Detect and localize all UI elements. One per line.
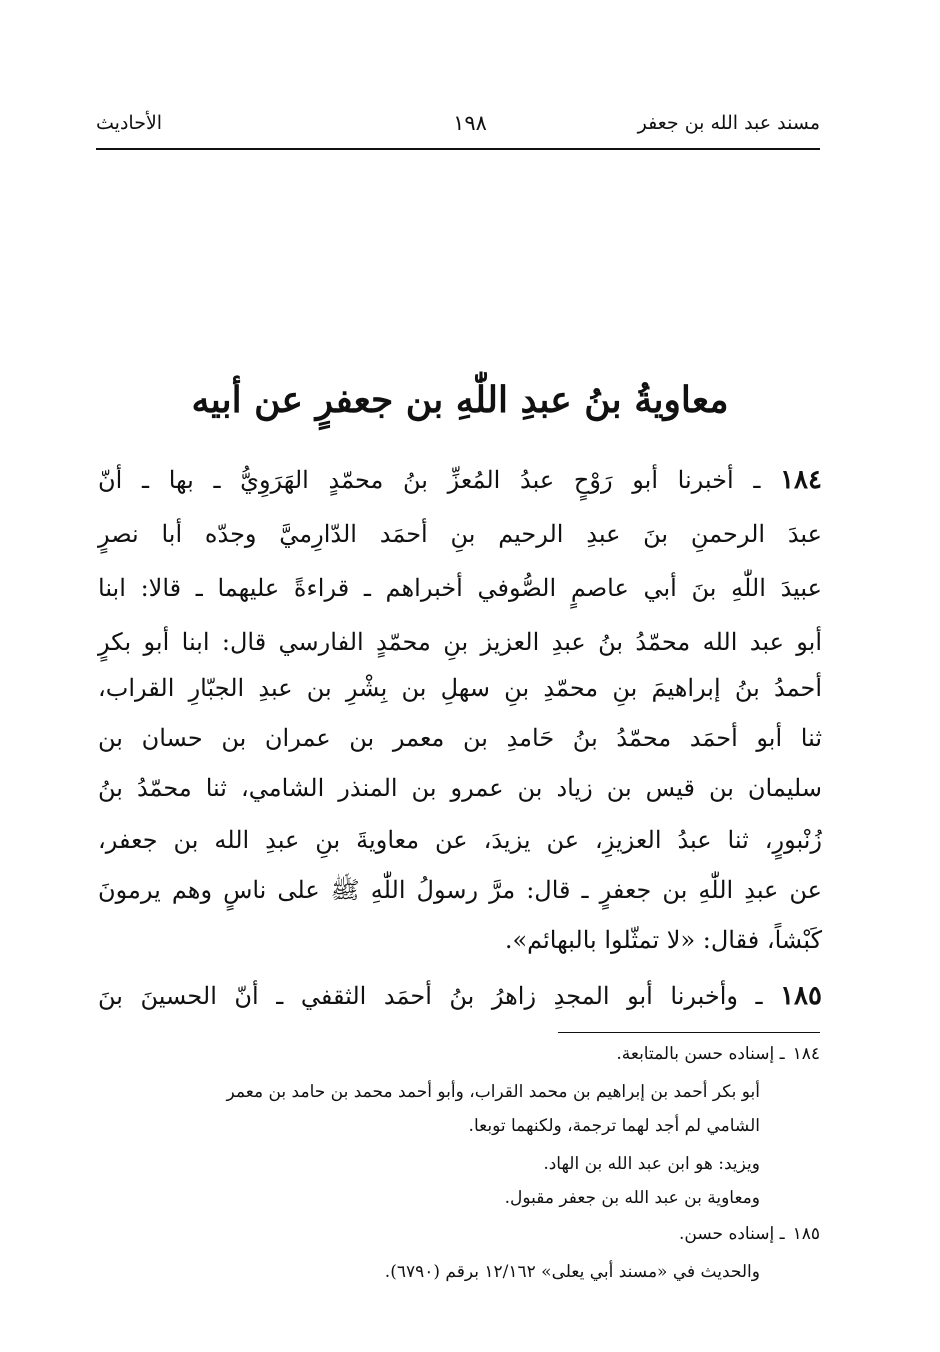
- footnote-line: ومعاوية بن عبد الله بن جعفر مقبول.: [504, 1188, 760, 1208]
- hadith-text: ـ أخبرنا أبو رَوْحٍ عبدُ المُعزِّ بنُ محمّدٍ الهَرَوِيُّ ـ بها ـ أنّ: [98, 466, 761, 494]
- hadith-184-line-9: عن عبدِ اللّٰهِ بن جعفرٍ ـ قال: مرَّ رسولُ اللّٰهِ ﷺ على ناسٍ وهم يرمونَ: [98, 876, 822, 904]
- footnote-184: [616, 1040, 820, 1068]
- hadith-184-line-4: أبو عبد الله محمّدُ بنُ عبدِ العزيز بنِ محمّدٍ الفارسي قال: ابنا أبو بكرٍ: [98, 628, 822, 656]
- footnote-number: ١٨٥: [792, 1224, 820, 1244]
- hadith-184-line-8: زُنْبورٍ، ثنا عبدُ العزيزِ، عن يزيدَ، عن معاويةَ بنِ عبدِ الله بن جعفر،: [98, 826, 822, 854]
- footnote-line: الشامي لم أجد لهما ترجمة، ولكنهما توبعا.: [468, 1116, 760, 1136]
- hadith-number-184: ١٨٤: [780, 465, 822, 495]
- footnote-divider: [558, 1032, 820, 1033]
- hadith-184-line-6: ثنا أبو أحمَد محمّدُ بنُ حَامدِ بن معمر بن عمران بن حسان بن: [98, 724, 822, 752]
- footnote-185: [679, 1220, 820, 1248]
- hadith-184-line-1: [98, 460, 822, 500]
- hadith-184-line-2: عبدَ الرحمنِ بنَ عبدِ الرحيم بنِ أحمَد الدّارِميَّ وجدّه أبا نصرٍ: [98, 520, 822, 548]
- hadith-number-185: ١٨٥: [780, 981, 822, 1011]
- chapter-title: معاويةُ بنُ عبدِ اللّٰهِ بن جعفرٍ عن أبيه: [191, 379, 729, 421]
- footnote-text: ـ إسناده حسن.: [679, 1224, 785, 1244]
- footnote-text: ـ إسناده حسن بالمتابعة.: [616, 1044, 785, 1064]
- hadith-184-line-7: سليمان بن قيس بن زياد بن عمرو بن المنذر الشامي، ثنا محمّدُ بنُ: [98, 774, 822, 802]
- hadith-185-line-1: [98, 976, 822, 1016]
- hadith-184-line-5: أحمدُ بنُ إبراهيمَ بنِ محمّدِ بنِ سهلِ بن بِشْرِ بن عبدِ الجبّارِ القراب،: [98, 674, 822, 702]
- footnote-line: ويزيد: هو ابن عبد الله بن الهاد.: [543, 1154, 760, 1174]
- hadith-184-line-3: عبيدَ اللّٰهِ بنَ أبي عاصمٍ الصُّوفي أخبراهم ـ قراءةً عليهما ـ قالا: ابنا: [98, 574, 822, 602]
- footnote-line: أبو بكر أحمد بن إبراهيم بن محمد القراب، وأبو أحمد محمد بن حامد بن معمر: [226, 1082, 760, 1102]
- running-header-book-title: مسند عبد الله بن جعفر: [637, 112, 820, 134]
- page-number: ١٩٨: [453, 111, 487, 135]
- footnote-line: والحديث في «مسند أبي يعلى» ١٢/١٦٢ برقم (٦٧٩٠).: [384, 1262, 760, 1282]
- running-header-section: الأحاديث: [96, 112, 163, 134]
- hadith-text: ـ وأخبرنا أبو المجدِ زاهرُ بنُ أحمَد الثقفي ـ أنّ الحسينَ بنَ: [98, 982, 763, 1010]
- hadith-184-line-10: كَبْشاً، فقال: «لا تمثّلوا بالبهائم».: [504, 926, 822, 954]
- footnote-number: ١٨٤: [792, 1044, 820, 1064]
- header-divider: [96, 148, 820, 150]
